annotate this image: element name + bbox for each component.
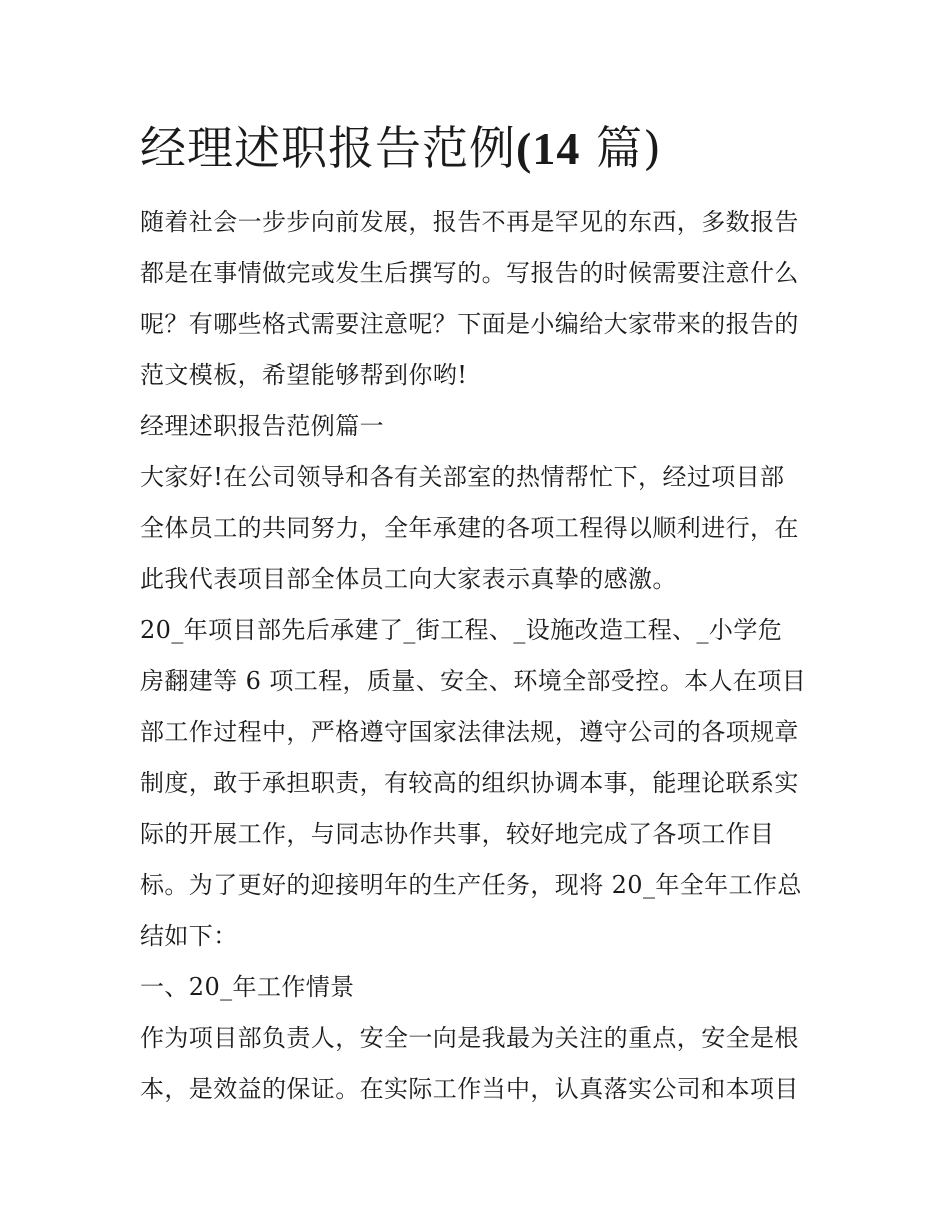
body-line: 标。为了更好的迎接明年的生产任务，现将 20_年全年工作总 <box>140 871 802 899</box>
document-title <box>140 118 662 179</box>
body-line: 作为项目部负责人，安全一向是我最为关注的重点，安全是根 <box>140 1024 799 1052</box>
body-line: 20_年项目部先后承建了_街工程、_设施改造工程、_小学危 <box>140 616 783 644</box>
section-heading: 经理述职报告范例篇一 <box>140 412 384 440</box>
body-line: 随着社会一步步向前发展，报告不再是罕见的东西，多数报告 <box>140 208 799 236</box>
title-text: 经理述职报告范例 <box>140 121 516 175</box>
body-line: 全体员工的共同努力，全年承建的各项工程得以顺利进行，在 <box>140 514 799 542</box>
body-line: 结如下： <box>140 922 238 950</box>
body-line: 都是在事情做完或发生后撰写的。写报告的时候需要注意什么 <box>140 259 799 287</box>
section-heading: 一、20_年工作情景 <box>140 973 355 1001</box>
body-line: 大家好!在公司领导和各有关部室的热情帮忙下，经过项目部 <box>140 463 785 491</box>
body-line: 部工作过程中，严格遵守国家法律法规，遵守公司的各项规章 <box>140 718 799 746</box>
body-line: 本，是效益的保证。在实际工作当中，认真落实公司和本项目 <box>140 1075 799 1103</box>
body-line: 际的开展工作，与同志协作共事，较好地完成了各项工作目 <box>140 820 775 848</box>
title-suffix: 篇) <box>580 121 662 175</box>
body-line: 范文模板，希望能够帮到你哟! <box>140 361 468 389</box>
body-line: 此我代表项目部全体员工向大家表示真挚的感激。 <box>140 565 677 593</box>
title-count: (14 <box>516 123 581 174</box>
body-line: 呢？有哪些格式需要注意呢？下面是小编给大家带来的报告的 <box>140 310 799 338</box>
body-line: 房翻建等 6 项工程，质量、安全、环境全部受控。本人在项目 <box>140 667 807 695</box>
body-line: 制度，敢于承担职责，有较高的组织协调本事，能理论联系实 <box>140 769 799 797</box>
